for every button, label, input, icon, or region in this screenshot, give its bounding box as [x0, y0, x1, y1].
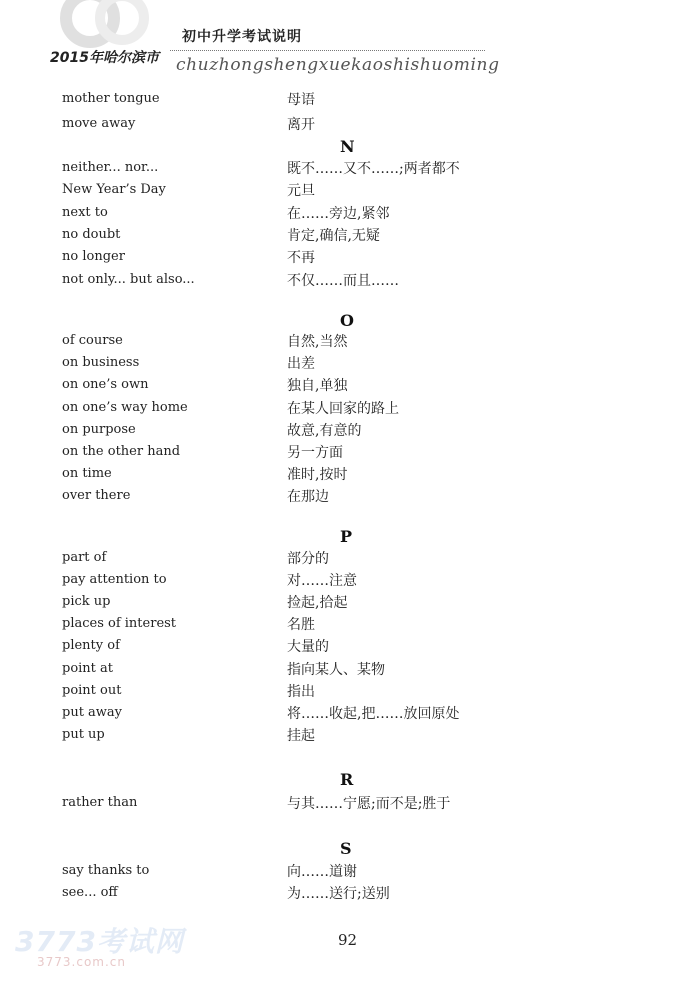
- header-title: 初中升学考试说明: [182, 29, 302, 45]
- entry-phrase: put up: [62, 727, 105, 742]
- entry-phrase: move away: [62, 116, 136, 131]
- entry-meaning: 大量的: [287, 639, 329, 655]
- section-letter: S: [340, 839, 352, 858]
- entry-meaning: 出差: [287, 356, 315, 372]
- entry-phrase: pay attention to: [62, 572, 167, 587]
- entry-meaning: 将……收起,把……放回原处: [287, 706, 460, 722]
- entry-meaning: 不仅……而且……: [287, 273, 399, 289]
- entry-phrase: over there: [62, 488, 131, 503]
- section-letter: P: [340, 527, 353, 546]
- entry-meaning: 母语: [287, 92, 315, 108]
- entry-meaning: 元旦: [287, 183, 315, 199]
- entry-phrase: next to: [62, 205, 108, 220]
- entry-phrase: put away: [62, 705, 123, 720]
- entry-meaning: 在某人回家的路上: [287, 401, 399, 417]
- header-divider: [170, 50, 485, 51]
- entry-phrase: places of interest: [62, 616, 177, 631]
- entry-meaning: 指出: [287, 684, 315, 700]
- entry-phrase: on one’s way home: [62, 400, 188, 415]
- header-year-city: 2015年哈尔滨市: [50, 50, 159, 66]
- entry-phrase: on purpose: [62, 422, 136, 437]
- entry-meaning: 在……旁边,紧邻: [287, 206, 390, 222]
- entry-meaning: 部分的: [287, 551, 329, 567]
- entry-phrase: pick up: [62, 594, 111, 609]
- entry-phrase: point out: [62, 683, 122, 698]
- entry-phrase: of course: [62, 333, 123, 348]
- entry-phrase: point at: [62, 661, 114, 676]
- entry-phrase: rather than: [62, 795, 138, 810]
- watermark-logo: 3773考试网: [15, 925, 184, 958]
- entry-phrase: New Year’s Day: [62, 182, 166, 197]
- section-letter: O: [340, 311, 354, 330]
- entry-meaning: 向……道谢: [287, 864, 357, 880]
- entry-meaning: 在那边: [287, 489, 329, 505]
- entry-phrase: neither... nor...: [62, 160, 159, 175]
- entry-meaning: 故意,有意的: [287, 423, 362, 439]
- entry-meaning: 名胜: [287, 617, 315, 633]
- entry-meaning: 独自,单独: [287, 378, 348, 394]
- entry-meaning: 不再: [287, 250, 315, 266]
- header-pinyin: chuzhongshengxuekaoshishuoming: [176, 55, 500, 75]
- entry-meaning: 挂起: [287, 728, 315, 744]
- entry-phrase: on business: [62, 355, 140, 370]
- entry-meaning: 既不……又不……;两者都不: [287, 161, 460, 177]
- entry-phrase: see... off: [62, 885, 118, 900]
- entry-meaning: 捡起,拾起: [287, 595, 348, 611]
- entry-phrase: on the other hand: [62, 444, 181, 459]
- entry-phrase: plenty of: [62, 638, 120, 653]
- watermark-url: 3773.com.cn: [37, 955, 126, 969]
- entry-meaning: 离开: [287, 117, 315, 133]
- entry-meaning: 另一方面: [287, 445, 343, 461]
- entry-phrase: on one’s own: [62, 377, 149, 392]
- entry-phrase: not only... but also...: [62, 272, 195, 287]
- section-letter: R: [340, 770, 354, 789]
- entry-meaning: 肯定,确信,无疑: [287, 228, 380, 244]
- entry-phrase: part of: [62, 550, 107, 565]
- section-letter: N: [340, 137, 355, 156]
- entry-meaning: 自然,当然: [287, 334, 348, 350]
- entry-phrase: on time: [62, 466, 112, 481]
- entry-meaning: 与其……宁愿;而不是;胜于: [287, 796, 451, 812]
- entry-meaning: 指向某人、某物: [287, 662, 385, 678]
- entry-phrase: say thanks to: [62, 863, 150, 878]
- entry-meaning: 对……注意: [287, 573, 357, 589]
- entry-phrase: mother tongue: [62, 91, 160, 106]
- entry-meaning: 准时,按时: [287, 467, 348, 483]
- page-number: 92: [338, 931, 358, 949]
- entry-meaning: 为……送行;送别: [287, 886, 390, 902]
- entry-phrase: no doubt: [62, 227, 121, 242]
- entry-phrase: no longer: [62, 249, 125, 264]
